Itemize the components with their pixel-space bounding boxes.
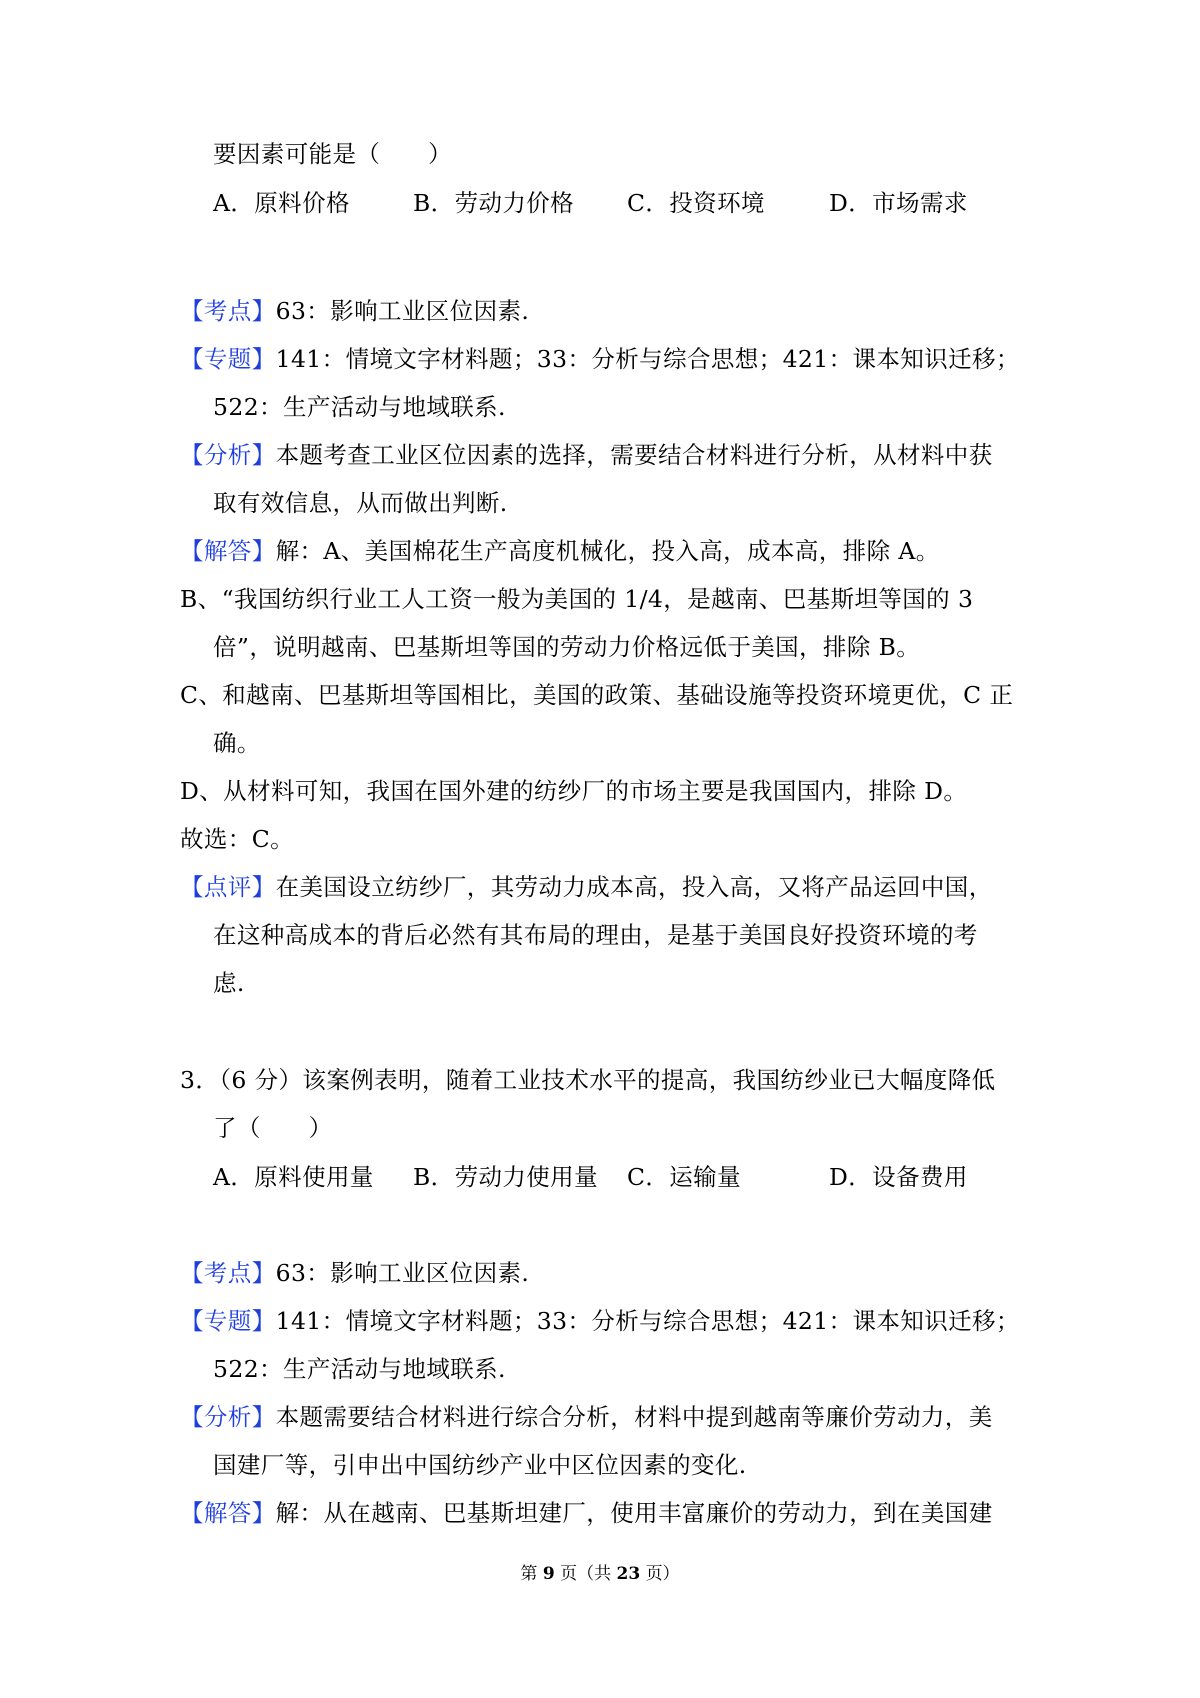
kaodian-text: 63：影响工业区位因素. <box>275 1259 530 1287</box>
q3-fenxi <box>180 1402 993 1432</box>
fenxi-line1: 本题考查工业区位因素的选择，需要结合材料进行分析，从材料中获 <box>275 441 993 469</box>
dianping-tag: 【点评】 <box>180 873 276 901</box>
kaodian-tag: 【考点】 <box>180 1259 276 1287</box>
q2-option-d: D．市场需求 <box>829 189 968 217</box>
q2-jieda-final: 故选：C。 <box>180 825 294 853</box>
footer-prefix: 第 <box>520 1564 538 1584</box>
q2-zhuanti-line2: 522：生产活动与地域联系. <box>213 393 506 421</box>
q2-jieda-d1: D、从材料可知，我国在国外建的纺纱厂的市场主要是我国国内，排除 D。 <box>180 777 968 805</box>
jieda-tag: 【解答】 <box>180 537 276 565</box>
q2-jieda-b1: B、“我国纺织行业工人工资一般为美国的 1/4，是越南、巴基斯坦等国的 3 <box>180 585 974 613</box>
zhuanti-line1: 141：情境文字材料题；33：分析与综合思想；421：课本知识迁移； <box>275 1307 1020 1335</box>
q2-fenxi <box>180 440 993 470</box>
q3-option-d: D．设备费用 <box>829 1163 968 1191</box>
q2-stem-tail: 要因素可能是（ ） <box>213 140 452 168</box>
zhuanti-line1: 141：情境文字材料题；33：分析与综合思想；421：课本知识迁移； <box>275 345 1020 373</box>
q2-kaodian <box>180 296 529 326</box>
kaodian-text: 63：影响工业区位因素. <box>275 297 530 325</box>
fenxi-tag: 【分析】 <box>180 1403 276 1431</box>
zhuanti-tag: 【专题】 <box>180 1307 276 1335</box>
fenxi-tag: 【分析】 <box>180 441 276 469</box>
q2-dianping-line2: 在这种高成本的背后必然有其布局的理由，是基于美国良好投资环境的考 <box>213 921 978 949</box>
q2-option-a: A．原料价格 <box>213 189 350 217</box>
q3-zhuanti <box>180 1306 1020 1336</box>
q2-option-b: B．劳动力价格 <box>413 189 575 217</box>
footer-total-pages: 23 <box>616 1564 641 1584</box>
q3-stem-line1: 3．（6 分）该案例表明，随着工业技术水平的提高，我国纺纱业已大幅度降低 <box>180 1066 996 1094</box>
kaodian-tag: 【考点】 <box>180 297 276 325</box>
q2-dianping <box>180 872 993 902</box>
q3-option-c: C．运输量 <box>627 1163 741 1191</box>
q3-fenxi-line2: 国建厂等，引申出中国纺纱产业中区位因素的变化. <box>213 1451 747 1479</box>
jieda-line1: 解：从在越南、巴基斯坦建厂，使用丰富廉价的劳动力，到在美国建 <box>275 1499 993 1527</box>
footer-suffix: 页） <box>645 1564 680 1584</box>
q2-dianping-line3: 虑. <box>213 969 245 997</box>
zhuanti-tag: 【专题】 <box>180 345 276 373</box>
q3-option-b: B．劳动力使用量 <box>413 1163 598 1191</box>
footer-page-number: 9 <box>542 1564 555 1584</box>
q2-jieda-c1: C、和越南、巴基斯坦等国相比，美国的政策、基础设施等投资环境更优，C 正 <box>180 681 1014 709</box>
jieda-tag: 【解答】 <box>180 1499 276 1527</box>
page-footer <box>0 1562 1200 1586</box>
q2-option-c: C．投资环境 <box>627 189 765 217</box>
fenxi-line1: 本题需要结合材料进行综合分析，材料中提到越南等廉价劳动力，美 <box>275 1403 993 1431</box>
q2-jieda <box>180 536 940 566</box>
q3-kaodian <box>180 1258 529 1288</box>
q2-fenxi-line2: 取有效信息，从而做出判断. <box>213 489 508 517</box>
jieda-line1: 解：A、美国棉花生产高度机械化，投入高，成本高，排除 A。 <box>275 537 940 565</box>
q3-jieda <box>180 1498 993 1528</box>
footer-mid: 页（共 <box>560 1564 612 1584</box>
q3-zhuanti-line2: 522：生产活动与地域联系. <box>213 1355 506 1383</box>
q3-stem-line2: 了（ ） <box>213 1114 333 1142</box>
q2-jieda-c2: 确。 <box>213 729 261 757</box>
q2-zhuanti <box>180 344 1020 374</box>
dianping-line1: 在美国设立纺纱厂，其劳动力成本高，投入高，又将产品运回中国， <box>275 873 993 901</box>
q3-option-a: A．原料使用量 <box>213 1163 374 1191</box>
q2-jieda-b2: 倍”，说明越南、巴基斯坦等国的劳动力价格远低于美国，排除 B。 <box>213 633 921 661</box>
